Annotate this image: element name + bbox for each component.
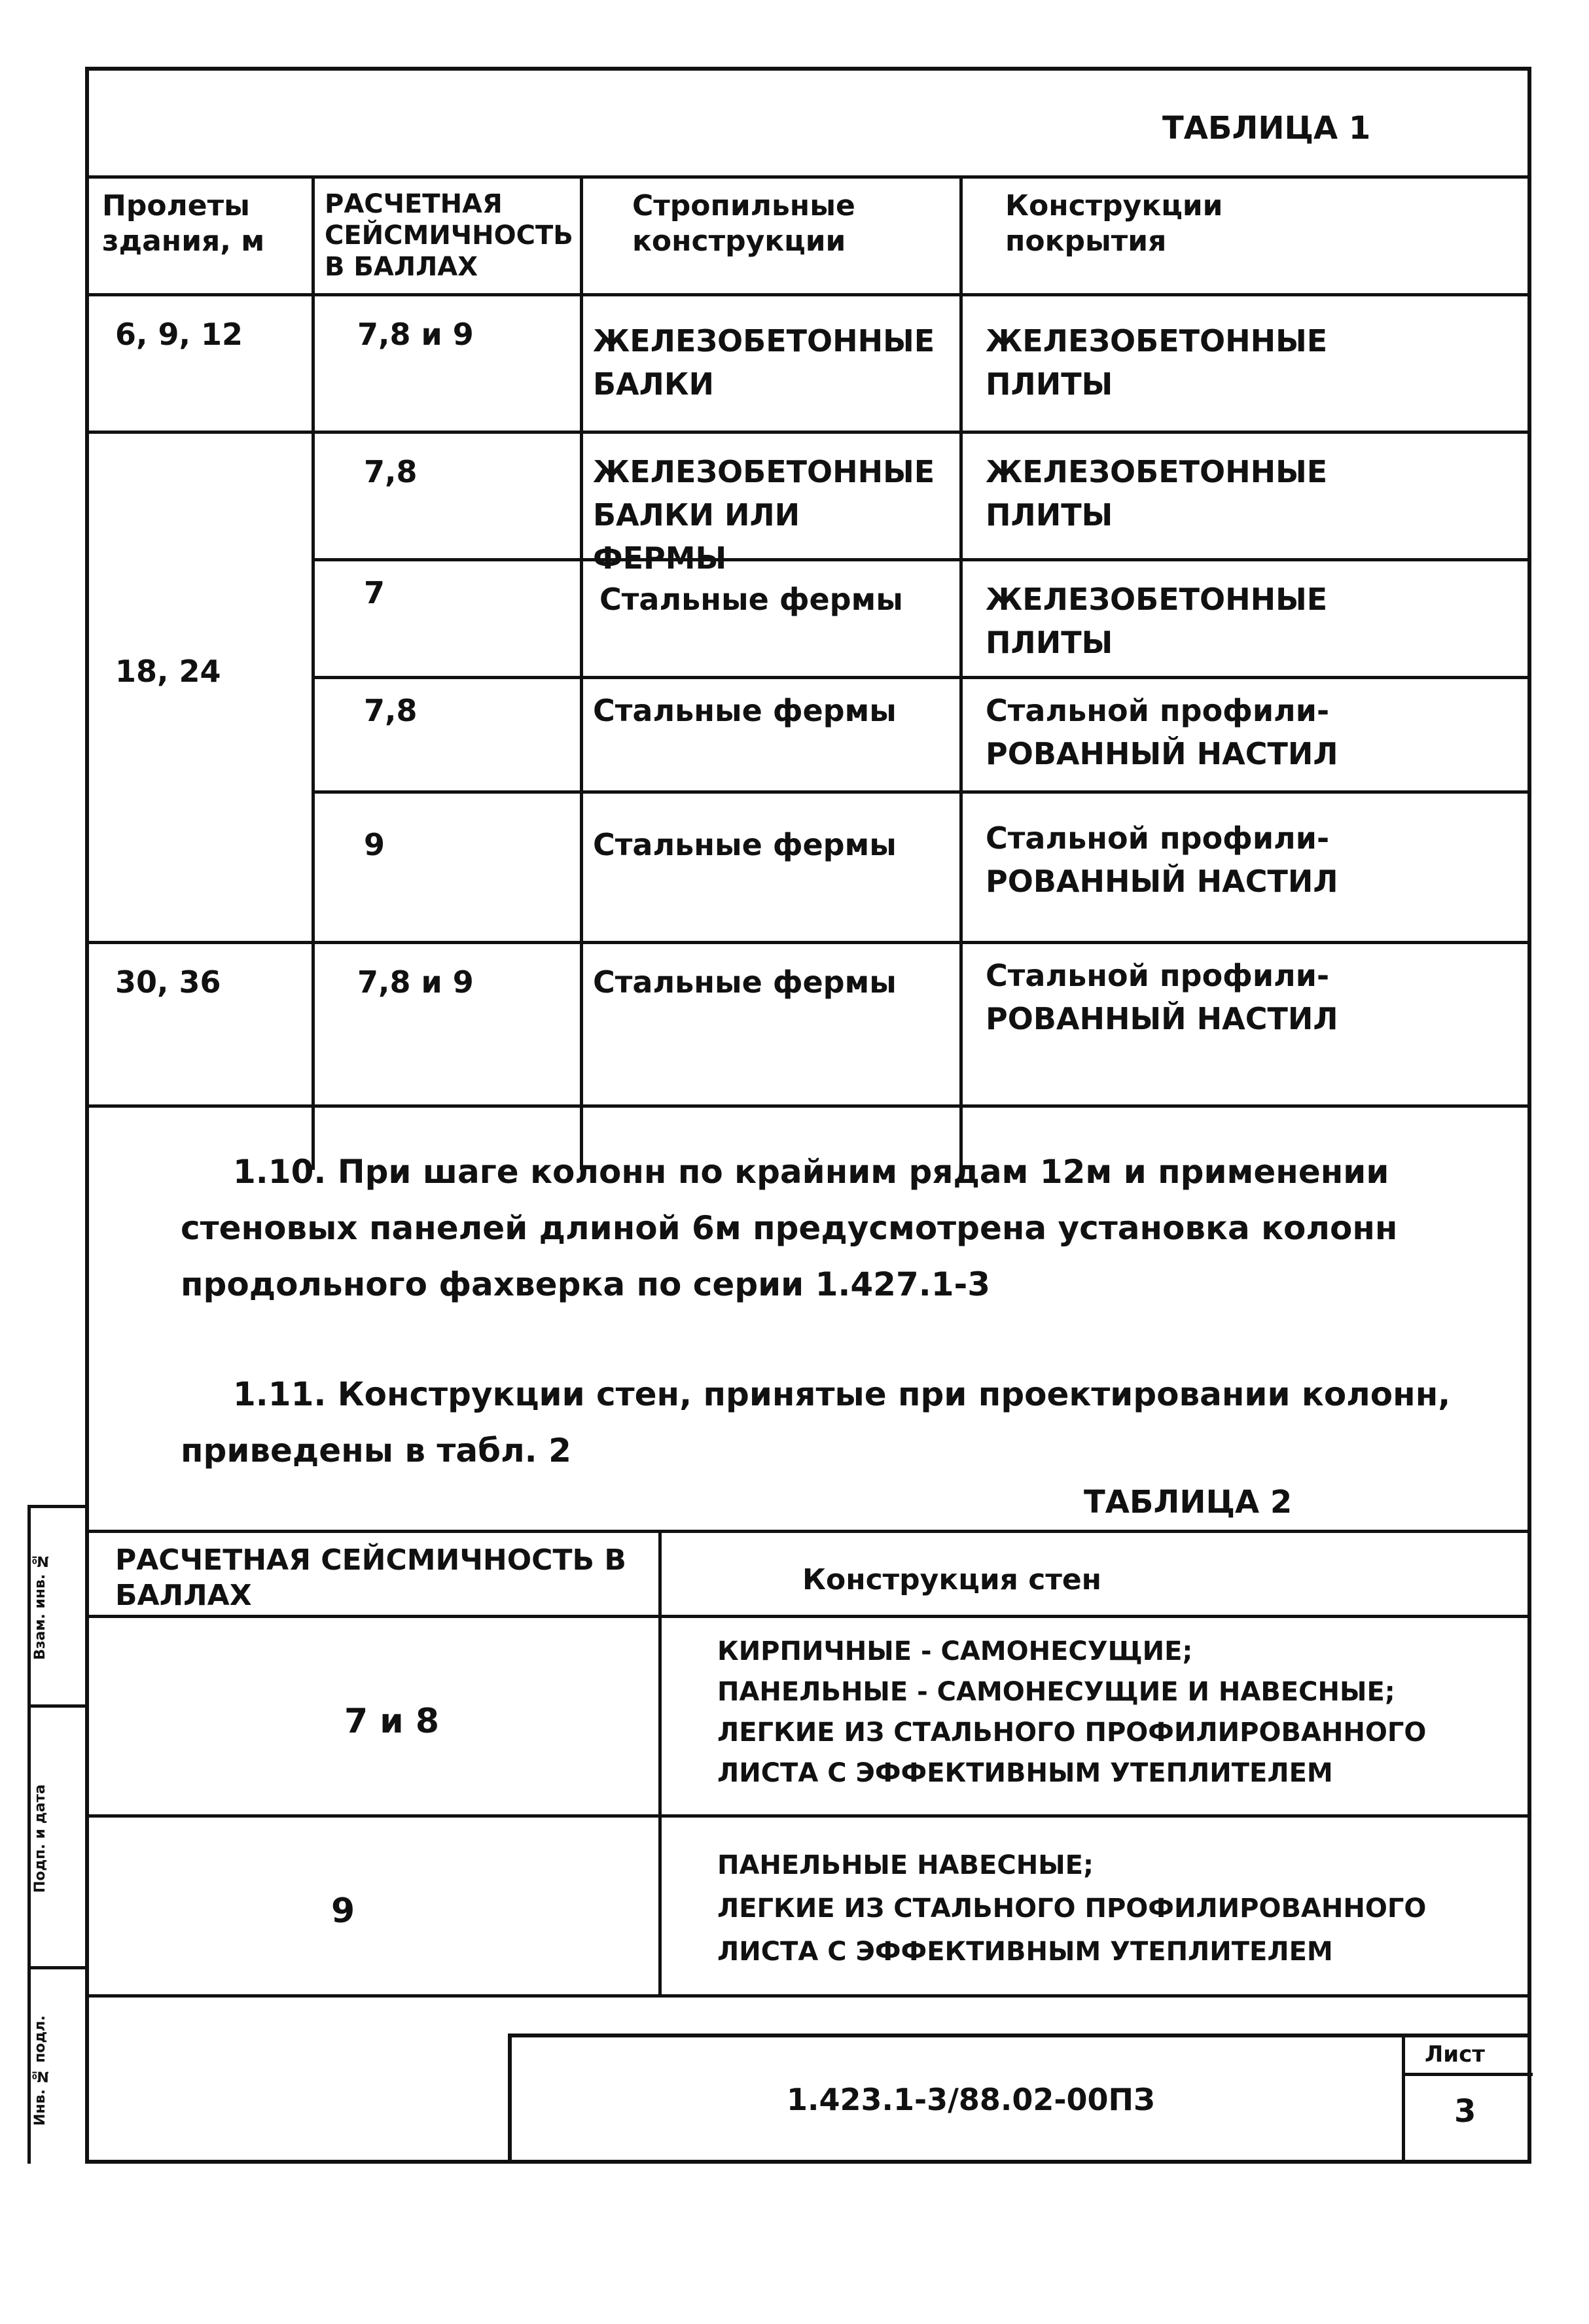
t2-r1-seismic: 7 и 8 [344, 1702, 440, 1741]
margin-label-1: Взам. инв. № [32, 1553, 48, 1660]
table2-caption: ТАБЛИЦА 2 [1084, 1484, 1293, 1521]
t1-r1-rafter: ЖЕЛЕЗОБЕТОННЫЕ БАЛКИ [593, 323, 935, 402]
t1-r2-rafter: ЖЕЛЕЗОБЕТОННЫЕ БАЛКИ ИЛИ ФЕРМЫ [593, 454, 935, 576]
t1-r6-span: 30, 36 [115, 964, 221, 1000]
table1-caption: ТАБЛИЦА 1 [1162, 110, 1371, 147]
sheet-number: 3 [1454, 2093, 1476, 2130]
document-code: 1.423.1-3/88.02-00ПЗ [787, 2082, 1155, 2117]
drawing-sheet [85, 67, 1531, 2164]
t2-r2-walls: ПАНЕЛЬНЫЕ НАВЕСНЫЕ; ЛЕГКИЕ ИЗ СТАЛЬНОГО ПРОФИЛИРОВАННОГО ЛИСТА С ЭФФЕКТИВНЫМ УТЕПЛИТЕЛЕМ [717, 1850, 1427, 1967]
paragraph-1-10: 1.10. При шаге колонн по крайним рядам 12м и применении стеновых панелей длиной 6м предусмотрена установка колонн продольного фахверка по серии 1.427.1-3 [181, 1153, 1398, 1303]
t1-header-seismic: РАСЧЕТНАЯ СЕЙСМИЧНОСТЬ В БАЛЛАХ [325, 189, 573, 282]
t1-r3-seismic: 7 [364, 575, 385, 610]
title-block [508, 2034, 1529, 2161]
t1-r6-roof: Стальной профили- РОВАННЫЙ НАСТИЛ [986, 958, 1338, 1036]
margin-label-3: Инв. № подл. [32, 2015, 48, 2126]
t1-r2-span: 18, 24 [115, 654, 221, 689]
t1-r4-roof: Стальной профили- РОВАННЫЙ НАСТИЛ [986, 693, 1338, 771]
t2-header-walls: Конструкция стен [802, 1563, 1102, 1596]
t1-header-roof: Конструкции покрытия [1005, 189, 1223, 258]
paragraph-1-11: 1.11. Конструкции стен, принятые при проектировании колонн, приведены в табл. 2 [181, 1375, 1451, 1470]
t1-r3-rafter: Стальные фермы [599, 582, 903, 617]
t1-r1-roof: ЖЕЛЕЗОБЕТОННЫЕ ПЛИТЫ [986, 323, 1328, 402]
t2-r2-seismic: 9 [331, 1892, 355, 1931]
t2-r1-walls: КИРПИЧНЫЕ - САМОНЕСУЩИЕ; ПАНЕЛЬНЫЕ - САМОНЕСУЩИЕ И НАВЕСНЫЕ; ЛЕГКИЕ ИЗ СТАЛЬНОГО ПРОФИЛИРОВАННОГО ЛИСТА С ЭФФЕКТИВНЫМ УТЕПЛИТЕЛЕМ [717, 1636, 1427, 1788]
t1-r1-span: 6, 9, 12 [115, 317, 243, 352]
t1-header-span: Пролеты здания, м [102, 189, 265, 258]
t1-r4-seismic: 7,8 [364, 693, 418, 728]
sheet-label: Лист [1425, 2041, 1485, 2068]
t1-r6-seismic: 7,8 и 9 [357, 964, 474, 1000]
margin-label-2: Подп. и дата [32, 1784, 48, 1893]
t1-r5-rafter: Стальные фермы [593, 827, 897, 862]
t1-r3-roof: ЖЕЛЕЗОБЕТОННЫЕ ПЛИТЫ [986, 582, 1328, 660]
t1-r2-seismic: 7,8 [364, 454, 418, 489]
t1-r4-rafter: Стальные фермы [593, 693, 897, 728]
t1-r5-seismic: 9 [364, 827, 385, 862]
t1-r5-roof: Стальной профили- РОВАННЫЙ НАСТИЛ [986, 820, 1338, 899]
t1-r1-seismic: 7,8 и 9 [357, 317, 474, 352]
t1-r2-roof: ЖЕЛЕЗОБЕТОННЫЕ ПЛИТЫ [986, 454, 1328, 533]
t1-r6-rafter: Стальные фермы [593, 964, 897, 1000]
t1-header-rafter: Стропильные конструкции [632, 189, 855, 258]
t2-header-seismic: РАСЧЕТНАЯ СЕЙСМИЧНОСТЬ В БАЛЛАХ [115, 1543, 626, 1612]
margin-stamp-strip [27, 1505, 85, 2164]
